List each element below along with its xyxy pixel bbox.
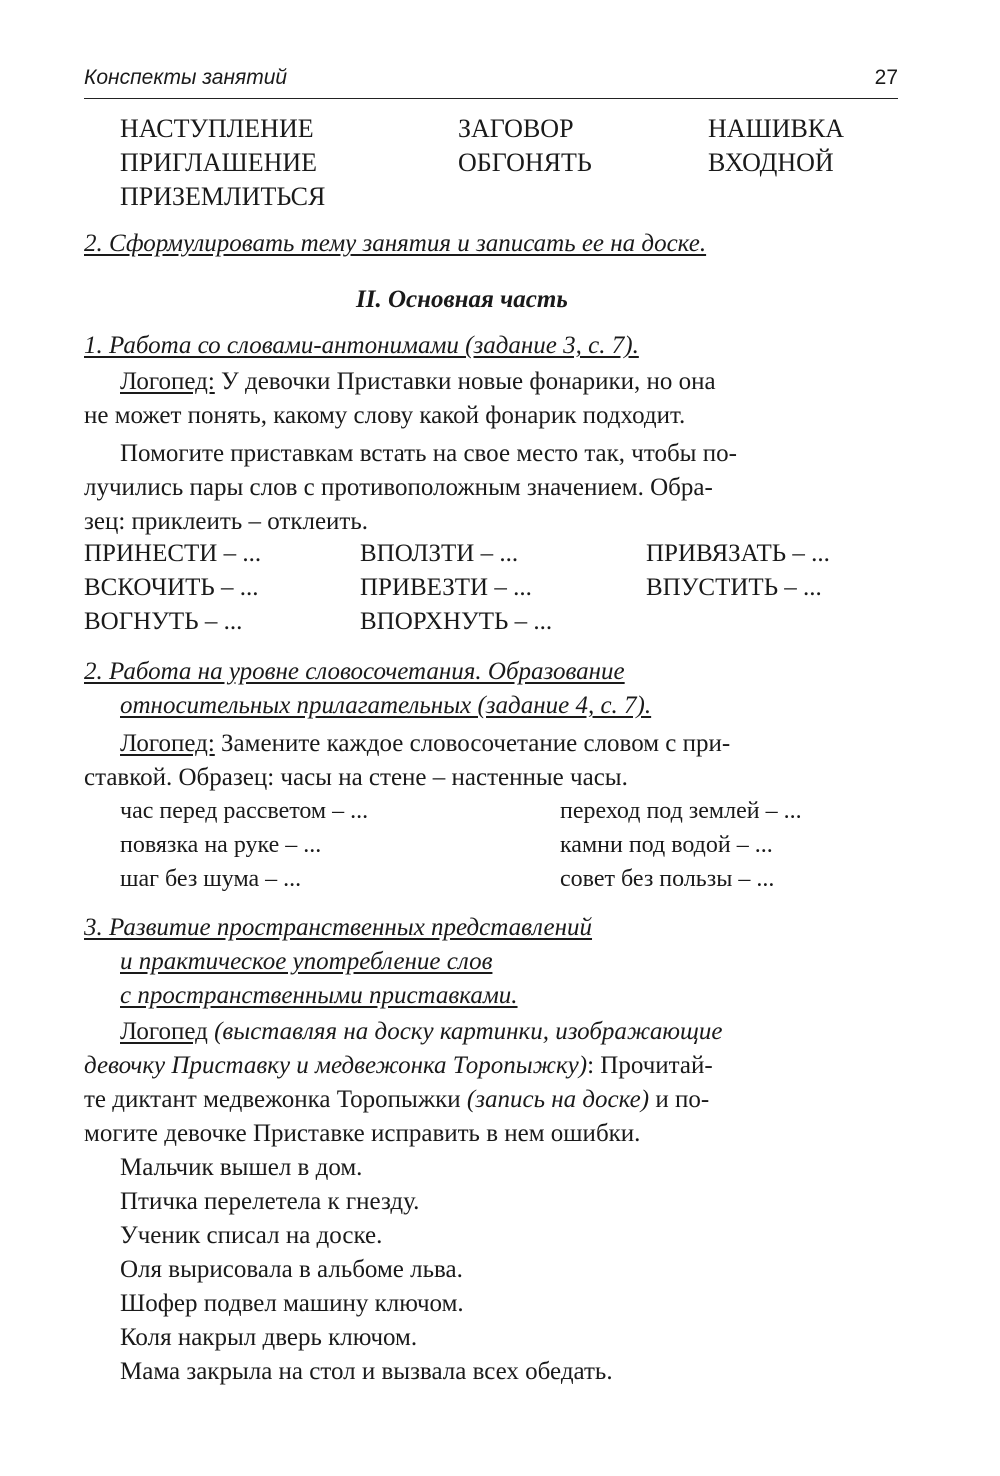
ex1-speaker: Логопед: — [120, 368, 215, 395]
ex2-phrase-left-2: повязка на руке – ... — [120, 832, 322, 858]
ex1-word-vpolzti: ВПОЛЗТИ – ... — [360, 540, 519, 567]
ex2-line2: ставкой. Образец: часы на стене – настенные часы. — [84, 764, 628, 791]
ex2-paragraph-line1 — [120, 730, 730, 758]
word-obgonyat: ОБГОНЯТЬ — [458, 148, 592, 177]
ex1-line2: не может понять, какому слову какой фонарик подходит. — [84, 402, 686, 429]
ex3-speaker: Логопед — [120, 1018, 208, 1045]
ex2-phrase-right-3: совет без пользы – ... — [560, 866, 775, 892]
dictation-sentence-7: Мама закрыла на стол и вызвала всех обедать. — [120, 1358, 613, 1385]
ex1-word-prinesti: ПРИНЕСТИ – ... — [84, 540, 262, 567]
dictation-sentence-3: Ученик списал на доске. — [120, 1222, 383, 1249]
ex3-paragraph-line2 — [84, 1052, 713, 1080]
page-header — [84, 62, 898, 99]
ex3-heading-line1: 3. Развитие пространственных представлений — [84, 914, 593, 941]
ex2-phrase-left-3: шаг без шума – ... — [120, 866, 302, 892]
ex3-line3-end: и по- — [649, 1086, 710, 1113]
ex1-heading: 1. Работа со словами-антонимами (задание 3, с. 7). — [84, 332, 639, 359]
ex3-line4: могите девочке Приставке исправить в нем ошибки. — [84, 1120, 641, 1147]
dictation-sentence-2: Птичка перелетела к гнезду. — [120, 1188, 420, 1215]
ex3-italic2: девочку Приставку и медвежонка Торопыжку) — [84, 1052, 588, 1079]
ex3-line2-rest: : Прочитай- — [587, 1052, 713, 1079]
word-vkhodnoy: ВХОДНОЙ — [708, 148, 834, 177]
ex3-heading-line2: и практическое употребление слов — [120, 948, 493, 975]
ex2-heading-line1: 2. Работа на уровне словосочетания. Образование — [84, 658, 625, 685]
running-head: Конспекты занятий — [84, 66, 288, 89]
ex3-italic1: (выставляя на доску картинки, изображающие — [207, 1018, 723, 1045]
word-zagovor: ЗАГОВОР — [458, 114, 574, 143]
ex1-line3: Помогите приставкам встать на свое место так, чтобы по- — [120, 440, 737, 467]
dictation-sentence-5: Шофер подвел машину ключом. — [120, 1290, 464, 1317]
ex1-line4: лучились пары слов с противоположным значением. Обра- — [84, 474, 713, 501]
dictation-sentence-6: Коля накрыл дверь ключом. — [120, 1324, 418, 1351]
dictation-sentence-4: Оля вырисовала в альбоме льва. — [120, 1256, 463, 1283]
ex1-word-vognut: ВОГНУТЬ – ... — [84, 608, 243, 635]
ex3-heading-line3: с пространственными приставками. — [120, 982, 518, 1009]
ex1-paragraph-line1 — [120, 368, 716, 396]
ex3-line3-start: те диктант медвежонка Торопыжки — [84, 1086, 467, 1113]
ex1-word-vskochit: ВСКОЧИТЬ – ... — [84, 574, 259, 601]
ex1-word-vporkhnut: ВПОРХНУТЬ – ... — [360, 608, 553, 635]
word-priglashenie: ПРИГЛАШЕНИЕ — [120, 148, 318, 177]
ex1-word-privezti: ПРИВЕЗТИ – ... — [360, 574, 532, 601]
ex2-phrase-right-2: камни под водой – ... — [560, 832, 773, 858]
ex2-speaker: Логопед: — [120, 730, 215, 757]
ex3-paragraph-line1 — [120, 1018, 722, 1046]
word-prizemlitsya: ПРИЗЕМЛИТЬСЯ — [120, 182, 326, 211]
ex1-line1-text: У девочки Приставки новые фонарики, но она — [214, 368, 716, 395]
ex3-paragraph-line3 — [84, 1086, 709, 1114]
ex2-phrase-right-1: переход под землей – ... — [560, 798, 802, 824]
task2-heading: 2. Сформулировать тему занятия и записать ее на доске. — [84, 230, 707, 257]
word-nastuplenie: НАСТУПЛЕНИЕ — [120, 114, 314, 143]
word-nashivka: НАШИВКА — [708, 114, 845, 143]
ex1-word-privyazat: ПРИВЯЗАТЬ – ... — [646, 540, 830, 567]
ex1-word-vpustit: ВПУСТИТЬ – ... — [646, 574, 822, 601]
ex1-line5: зец: приклеить – отклеить. — [84, 508, 368, 535]
ex2-heading-line2: относительных прилагательных (задание 4, с. 7). — [120, 692, 652, 719]
section-title: II. Основная часть — [356, 286, 568, 313]
ex2-line1-text: Замените каждое словосочетание словом с при- — [214, 730, 731, 757]
ex2-phrase-left-1: час перед рассветом – ... — [120, 798, 369, 824]
dictation-sentence-1: Мальчик вышел в дом. — [120, 1154, 363, 1181]
page-number: 27 — [874, 66, 898, 89]
ex3-line3-italic: (запись на доске) — [466, 1086, 650, 1113]
